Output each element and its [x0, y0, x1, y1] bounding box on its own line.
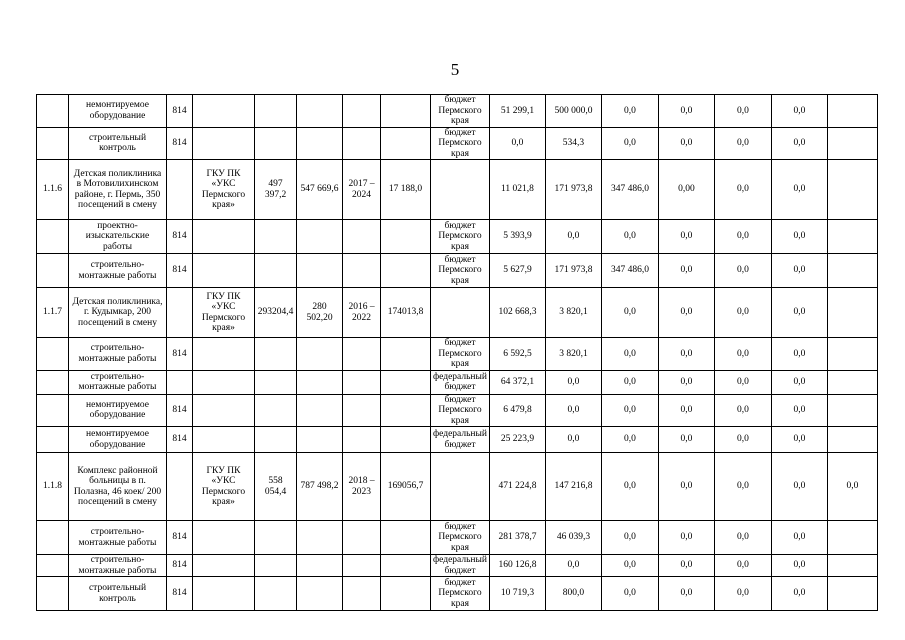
value-year-6-cell: 0,0 [771, 127, 827, 160]
customer-cell [193, 220, 255, 254]
row-index-cell: 1.1.7 [37, 288, 69, 338]
object-name-cell: строительно-монтажные работы [69, 338, 167, 371]
value-year-4-cell: 0,0 [658, 394, 714, 427]
value-year-2-cell: 0,0 [545, 220, 601, 254]
row-index-cell [37, 394, 69, 427]
row-index-cell [37, 521, 69, 555]
department-code-cell: 814 [167, 555, 193, 577]
value-year-2-cell: 0,0 [545, 555, 601, 577]
value-year-6-cell: 0,0 [771, 555, 827, 577]
funding-source-cell: бюджет Пермского края [431, 338, 490, 371]
total-cost-cell: 547 669,6 [297, 160, 343, 220]
value-year-5-cell: 0,0 [714, 394, 771, 427]
estimated-cost-cell [255, 427, 297, 453]
value-year-6-cell: 0,0 [771, 288, 827, 338]
total-cost-cell [297, 577, 343, 611]
value-year-3-cell: 347 486,0 [601, 160, 658, 220]
value-year-5-cell: 0,0 [714, 577, 771, 611]
value-year-4-cell: 0,0 [658, 577, 714, 611]
value-year-7-cell [827, 338, 877, 371]
department-code-cell: 814 [167, 220, 193, 254]
object-name-cell: немонтируемое оборудование [69, 95, 167, 128]
table-row [37, 427, 878, 453]
funding-source-cell: бюджет Пермского края [431, 127, 490, 160]
table-row [37, 160, 878, 220]
estimated-cost-cell [255, 577, 297, 611]
value-year-5-cell: 0,0 [714, 427, 771, 453]
value-year-1-cell: 471 224,8 [489, 453, 545, 521]
value-year-5-cell: 0,0 [714, 160, 771, 220]
table-row [37, 394, 878, 427]
funding-source-cell: бюджет Пермского края [431, 95, 490, 128]
value-year-5-cell: 0,0 [714, 254, 771, 288]
capacity-value-cell [381, 427, 431, 453]
value-year-2-cell: 800,0 [545, 577, 601, 611]
total-cost-cell [297, 394, 343, 427]
total-cost-cell [297, 370, 343, 394]
value-year-3-cell: 0,0 [601, 220, 658, 254]
value-year-5-cell: 0,0 [714, 127, 771, 160]
funding-source-cell: бюджет Пермского края [431, 220, 490, 254]
department-code-cell [167, 160, 193, 220]
estimated-cost-cell: 293204,4 [255, 288, 297, 338]
value-year-5-cell: 0,0 [714, 288, 771, 338]
value-year-2-cell: 0,0 [545, 427, 601, 453]
value-year-1-cell: 5 393,9 [489, 220, 545, 254]
row-index-cell [37, 338, 69, 371]
capacity-value-cell [381, 220, 431, 254]
table-row [37, 453, 878, 521]
row-index-cell: 1.1.6 [37, 160, 69, 220]
value-year-1-cell: 51 299,1 [489, 95, 545, 128]
total-cost-cell [297, 338, 343, 371]
value-year-3-cell: 0,0 [601, 370, 658, 394]
value-year-1-cell: 102 668,3 [489, 288, 545, 338]
capacity-value-cell [381, 577, 431, 611]
estimated-cost-cell [255, 338, 297, 371]
value-year-6-cell: 0,0 [771, 95, 827, 128]
table-row [37, 220, 878, 254]
value-year-3-cell: 347 486,0 [601, 254, 658, 288]
value-year-7-cell [827, 127, 877, 160]
customer-cell [193, 127, 255, 160]
table-row [37, 127, 878, 160]
value-year-4-cell: 0,0 [658, 453, 714, 521]
value-year-4-cell: 0,0 [658, 220, 714, 254]
value-year-3-cell: 0,0 [601, 338, 658, 371]
value-year-7-cell [827, 254, 877, 288]
value-year-1-cell: 281 378,7 [489, 521, 545, 555]
funding-source-cell [431, 453, 490, 521]
value-year-6-cell: 0,0 [771, 394, 827, 427]
capacity-value-cell [381, 338, 431, 371]
department-code-cell [167, 288, 193, 338]
value-year-7-cell [827, 370, 877, 394]
value-year-3-cell: 0,0 [601, 95, 658, 128]
budget-table [36, 94, 878, 611]
row-index-cell [37, 427, 69, 453]
row-index-cell [37, 577, 69, 611]
estimated-cost-cell: 497 397,2 [255, 160, 297, 220]
value-year-4-cell: 0,0 [658, 288, 714, 338]
total-cost-cell [297, 555, 343, 577]
value-year-4-cell: 0,0 [658, 127, 714, 160]
value-year-4-cell: 0,0 [658, 521, 714, 555]
value-year-1-cell: 0,0 [489, 127, 545, 160]
value-year-6-cell: 0,0 [771, 160, 827, 220]
value-year-6-cell: 0,0 [771, 577, 827, 611]
department-code-cell: 814 [167, 577, 193, 611]
capacity-value-cell [381, 555, 431, 577]
object-name-cell: строительно-монтажные работы [69, 370, 167, 394]
customer-cell [193, 394, 255, 427]
customer-cell: ГКУ ПК «УКС Пермского края» [193, 288, 255, 338]
value-year-2-cell: 0,0 [545, 370, 601, 394]
value-year-1-cell: 5 627,9 [489, 254, 545, 288]
value-year-5-cell: 0,0 [714, 521, 771, 555]
construction-period-cell: 2017 – 2024 [343, 160, 381, 220]
estimated-cost-cell [255, 95, 297, 128]
value-year-7-cell [827, 427, 877, 453]
table-row [37, 577, 878, 611]
value-year-7-cell [827, 521, 877, 555]
department-code-cell: 814 [167, 254, 193, 288]
construction-period-cell: 2016 – 2022 [343, 288, 381, 338]
value-year-2-cell: 0,0 [545, 394, 601, 427]
department-code-cell: 814 [167, 427, 193, 453]
value-year-5-cell: 0,0 [714, 220, 771, 254]
value-year-3-cell: 0,0 [601, 427, 658, 453]
customer-cell: ГКУ ПК «УКС Пермского края» [193, 453, 255, 521]
value-year-2-cell: 46 039,3 [545, 521, 601, 555]
value-year-7-cell [827, 555, 877, 577]
object-name-cell: немонтируемое оборудование [69, 427, 167, 453]
value-year-7-cell [827, 220, 877, 254]
total-cost-cell [297, 254, 343, 288]
funding-source-cell: бюджет Пермского края [431, 394, 490, 427]
total-cost-cell: 280 502,20 [297, 288, 343, 338]
value-year-1-cell: 25 223,9 [489, 427, 545, 453]
estimated-cost-cell [255, 254, 297, 288]
value-year-5-cell: 0,0 [714, 95, 771, 128]
value-year-3-cell: 0,0 [601, 577, 658, 611]
value-year-4-cell: 0,0 [658, 254, 714, 288]
value-year-3-cell: 0,0 [601, 127, 658, 160]
funding-source-cell [431, 288, 490, 338]
table-row [37, 370, 878, 394]
value-year-3-cell: 0,0 [601, 453, 658, 521]
estimated-cost-cell [255, 127, 297, 160]
construction-period-cell [343, 254, 381, 288]
construction-period-cell [343, 370, 381, 394]
value-year-1-cell: 10 719,3 [489, 577, 545, 611]
estimated-cost-cell: 558 054,4 [255, 453, 297, 521]
value-year-2-cell: 147 216,8 [545, 453, 601, 521]
table-row [37, 95, 878, 128]
customer-cell [193, 521, 255, 555]
funding-source-cell: федеральный бюджет [431, 555, 490, 577]
construction-period-cell [343, 394, 381, 427]
value-year-4-cell: 0,0 [658, 338, 714, 371]
value-year-4-cell: 0,0 [658, 427, 714, 453]
value-year-7-cell [827, 288, 877, 338]
value-year-6-cell: 0,0 [771, 338, 827, 371]
estimated-cost-cell [255, 555, 297, 577]
department-code-cell: 814 [167, 338, 193, 371]
total-cost-cell [297, 220, 343, 254]
object-name-cell: проектно-изыскательские работы [69, 220, 167, 254]
customer-cell [193, 577, 255, 611]
row-index-cell [37, 254, 69, 288]
value-year-2-cell: 500 000,0 [545, 95, 601, 128]
total-cost-cell [297, 95, 343, 128]
funding-source-cell [431, 160, 490, 220]
capacity-value-cell [381, 254, 431, 288]
value-year-6-cell: 0,0 [771, 521, 827, 555]
object-name-cell: Детская поликлиника в Мотовилихинском районе, г. Пермь, 350 посещений в смену [69, 160, 167, 220]
customer-cell: ГКУ ПК «УКС Пермского края» [193, 160, 255, 220]
object-name-cell: строительный контроль [69, 127, 167, 160]
value-year-4-cell: 0,00 [658, 160, 714, 220]
department-code-cell [167, 453, 193, 521]
construction-period-cell [343, 577, 381, 611]
row-index-cell: 1.1.8 [37, 453, 69, 521]
object-name-cell: Детская поликлиника, г. Кудымкар, 200 посещений в смену [69, 288, 167, 338]
page-number: 5 [450, 60, 460, 79]
value-year-4-cell: 0,0 [658, 95, 714, 128]
department-code-cell: 814 [167, 394, 193, 427]
value-year-6-cell: 0,0 [771, 370, 827, 394]
value-year-1-cell: 160 126,8 [489, 555, 545, 577]
construction-period-cell [343, 338, 381, 371]
table-row [37, 521, 878, 555]
customer-cell [193, 95, 255, 128]
value-year-2-cell: 534,3 [545, 127, 601, 160]
value-year-5-cell: 0,0 [714, 453, 771, 521]
construction-period-cell [343, 427, 381, 453]
object-name-cell: строительно-монтажные работы [69, 555, 167, 577]
capacity-value-cell [381, 394, 431, 427]
value-year-1-cell: 6 592,5 [489, 338, 545, 371]
object-name-cell: строительный контроль [69, 577, 167, 611]
customer-cell [193, 254, 255, 288]
table-row [37, 254, 878, 288]
value-year-7-cell [827, 577, 877, 611]
table-row [37, 555, 878, 577]
value-year-7-cell [827, 95, 877, 128]
value-year-1-cell: 6 479,8 [489, 394, 545, 427]
customer-cell [193, 555, 255, 577]
row-index-cell [37, 555, 69, 577]
department-code-cell [167, 370, 193, 394]
value-year-7-cell [827, 160, 877, 220]
customer-cell [193, 338, 255, 371]
value-year-6-cell: 0,0 [771, 453, 827, 521]
value-year-3-cell: 0,0 [601, 288, 658, 338]
estimated-cost-cell [255, 521, 297, 555]
department-code-cell: 814 [167, 95, 193, 128]
object-name-cell: строительно-монтажные работы [69, 254, 167, 288]
value-year-4-cell: 0,0 [658, 555, 714, 577]
object-name-cell: Комплекс районной больницы в п. Полазна, 46 коек/ 200 посещений в смену [69, 453, 167, 521]
construction-period-cell [343, 220, 381, 254]
value-year-5-cell: 0,0 [714, 555, 771, 577]
capacity-value-cell [381, 127, 431, 160]
table-row [37, 288, 878, 338]
capacity-value-cell [381, 370, 431, 394]
department-code-cell: 814 [167, 127, 193, 160]
capacity-value-cell: 169056,7 [381, 453, 431, 521]
value-year-3-cell: 0,0 [601, 555, 658, 577]
value-year-6-cell: 0,0 [771, 427, 827, 453]
capacity-value-cell [381, 521, 431, 555]
funding-source-cell: бюджет Пермского края [431, 521, 490, 555]
object-name-cell: немонтируемое оборудование [69, 394, 167, 427]
funding-source-cell: федеральный бюджет [431, 370, 490, 394]
capacity-value-cell [381, 95, 431, 128]
value-year-2-cell: 3 820,1 [545, 288, 601, 338]
row-index-cell [37, 95, 69, 128]
customer-cell [193, 370, 255, 394]
estimated-cost-cell [255, 370, 297, 394]
customer-cell [193, 427, 255, 453]
value-year-1-cell: 11 021,8 [489, 160, 545, 220]
funding-source-cell: бюджет Пермского края [431, 577, 490, 611]
value-year-7-cell [827, 394, 877, 427]
funding-source-cell: федеральный бюджет [431, 427, 490, 453]
table-body [37, 95, 878, 611]
capacity-value-cell: 174013,8 [381, 288, 431, 338]
construction-period-cell: 2018 – 2023 [343, 453, 381, 521]
funding-source-cell: бюджет Пермского края [431, 254, 490, 288]
total-cost-cell: 787 498,2 [297, 453, 343, 521]
value-year-6-cell: 0,0 [771, 220, 827, 254]
construction-period-cell [343, 521, 381, 555]
capacity-value-cell: 17 188,0 [381, 160, 431, 220]
total-cost-cell [297, 521, 343, 555]
value-year-1-cell: 64 372,1 [489, 370, 545, 394]
value-year-3-cell: 0,0 [601, 394, 658, 427]
estimated-cost-cell [255, 394, 297, 427]
value-year-7-cell: 0,0 [827, 453, 877, 521]
value-year-6-cell: 0,0 [771, 254, 827, 288]
value-year-4-cell: 0,0 [658, 370, 714, 394]
total-cost-cell [297, 427, 343, 453]
estimated-cost-cell [255, 220, 297, 254]
construction-period-cell [343, 555, 381, 577]
value-year-3-cell: 0,0 [601, 521, 658, 555]
row-index-cell [37, 220, 69, 254]
value-year-2-cell: 3 820,1 [545, 338, 601, 371]
construction-period-cell [343, 95, 381, 128]
row-index-cell [37, 127, 69, 160]
row-index-cell [37, 370, 69, 394]
total-cost-cell [297, 127, 343, 160]
value-year-2-cell: 171 973,8 [545, 254, 601, 288]
construction-period-cell [343, 127, 381, 160]
object-name-cell: строительно-монтажные работы [69, 521, 167, 555]
value-year-2-cell: 171 973,8 [545, 160, 601, 220]
value-year-5-cell: 0,0 [714, 338, 771, 371]
value-year-5-cell: 0,0 [714, 370, 771, 394]
table-row [37, 338, 878, 371]
department-code-cell: 814 [167, 521, 193, 555]
